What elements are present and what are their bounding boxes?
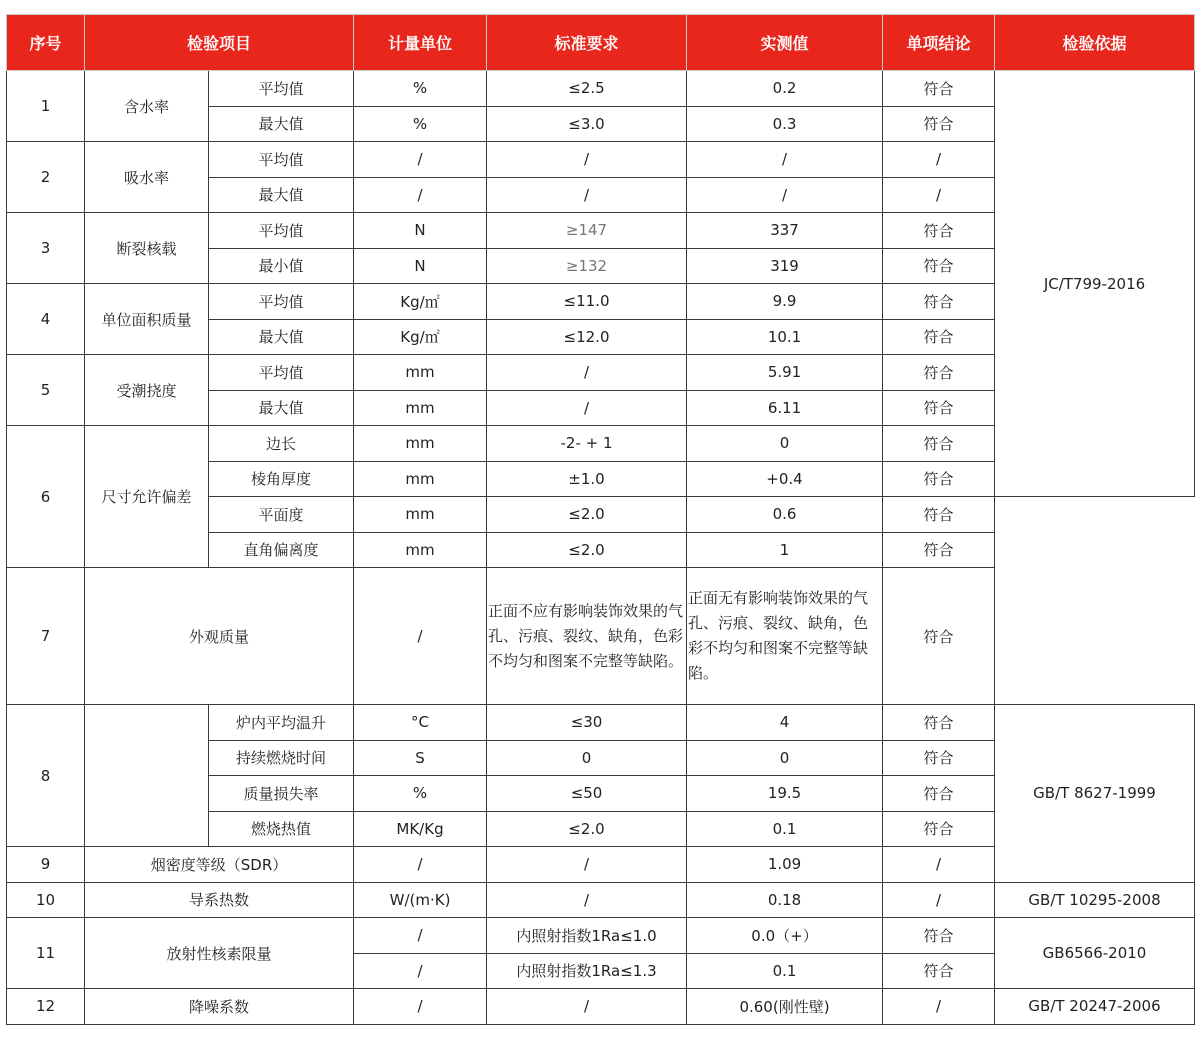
sub-item: 最大值 bbox=[209, 106, 354, 142]
unit-cell: / bbox=[354, 142, 487, 178]
standard-cell: 内照射指数1Ra≤1.3 bbox=[487, 953, 687, 989]
result-cell: 符合 bbox=[883, 740, 995, 776]
sub-item: 直角偏离度 bbox=[209, 532, 354, 568]
result-cell: 符合 bbox=[883, 532, 995, 568]
unit-cell: mm bbox=[354, 426, 487, 462]
result-cell: 符合 bbox=[883, 811, 995, 847]
unit-cell: S bbox=[354, 740, 487, 776]
result-cell: / bbox=[883, 847, 995, 883]
inspection-table bbox=[6, 14, 1195, 1025]
row-number: 1 bbox=[7, 71, 85, 142]
item-name: 单位面积质量 bbox=[85, 284, 209, 355]
sub-item: 平均值 bbox=[209, 355, 354, 391]
standard-cell: / bbox=[487, 355, 687, 391]
standard-cell: ≥132 bbox=[487, 248, 687, 284]
standard-cell: 内照射指数1Ra≤1.0 bbox=[487, 918, 687, 954]
unit-cell: mm bbox=[354, 390, 487, 426]
sub-item: 炉内平均温升 bbox=[209, 705, 354, 741]
measured-cell: 正面无有影响装饰效果的气孔、污痕、裂纹、缺角，色彩不均匀和图案不完整等缺陷。 bbox=[687, 568, 883, 705]
sub-item: 平均值 bbox=[209, 284, 354, 320]
item-name: 吸水率 bbox=[85, 142, 209, 213]
result-cell: / bbox=[883, 989, 995, 1025]
standard-cell: -2- + 1 bbox=[487, 426, 687, 462]
row-number: 4 bbox=[7, 284, 85, 355]
standard-cell: / bbox=[487, 989, 687, 1025]
table-row bbox=[7, 568, 1195, 705]
sub-item: 平均值 bbox=[209, 71, 354, 107]
standard-cell: ≤2.0 bbox=[487, 811, 687, 847]
sub-item: 最大值 bbox=[209, 177, 354, 213]
unit-cell: / bbox=[354, 989, 487, 1025]
measured-cell: 0.2 bbox=[687, 71, 883, 107]
sub-item: 燃烧热值 bbox=[209, 811, 354, 847]
sub-item: 最大值 bbox=[209, 390, 354, 426]
sub-item: 平均值 bbox=[209, 213, 354, 249]
measured-cell: 1.09 bbox=[687, 847, 883, 883]
sub-item: 平均值 bbox=[209, 142, 354, 178]
item-name: 导系热数 bbox=[85, 882, 354, 918]
measured-cell: 0.0（+） bbox=[687, 918, 883, 954]
standard-cell: ≤11.0 bbox=[487, 284, 687, 320]
standard-cell: ≤2.0 bbox=[487, 532, 687, 568]
unit-cell: / bbox=[354, 953, 487, 989]
header-seq: 序号 bbox=[7, 15, 85, 71]
result-cell: 符合 bbox=[883, 284, 995, 320]
unit-cell: N bbox=[354, 213, 487, 249]
measured-cell: 337 bbox=[687, 213, 883, 249]
unit-cell: % bbox=[354, 106, 487, 142]
table-row bbox=[7, 71, 1195, 107]
result-cell: 符合 bbox=[883, 953, 995, 989]
unit-cell: % bbox=[354, 776, 487, 812]
result-cell: 符合 bbox=[883, 71, 995, 107]
row-number: 3 bbox=[7, 213, 85, 284]
basis-cell: GB/T 20247-2006 bbox=[995, 989, 1195, 1025]
item-name: 烟密度等级（SDR） bbox=[85, 847, 354, 883]
unit-cell: N bbox=[354, 248, 487, 284]
sub-item: 持续燃烧时间 bbox=[209, 740, 354, 776]
header-basis: 检验依据 bbox=[995, 15, 1195, 71]
measured-cell: 0.3 bbox=[687, 106, 883, 142]
unit-cell: W/(m·K) bbox=[354, 882, 487, 918]
item-name: 放射性核素限量 bbox=[85, 918, 354, 989]
unit-cell: mm bbox=[354, 355, 487, 391]
standard-cell: ≤2.0 bbox=[487, 497, 687, 533]
standard-cell: / bbox=[487, 390, 687, 426]
standard-cell: 正面不应有影响装饰效果的气孔、污痕、裂纹、缺角，色彩不均匀和图案不完整等缺陷。 bbox=[487, 568, 687, 705]
standard-cell: ≤3.0 bbox=[487, 106, 687, 142]
standard-cell: ±1.0 bbox=[487, 461, 687, 497]
standard-cell: / bbox=[487, 142, 687, 178]
measured-cell: 1 bbox=[687, 532, 883, 568]
measured-cell: 19.5 bbox=[687, 776, 883, 812]
item-name: 断裂核载 bbox=[85, 213, 209, 284]
measured-cell: 319 bbox=[687, 248, 883, 284]
unit-cell: MK/Kg bbox=[354, 811, 487, 847]
unit-cell: / bbox=[354, 847, 487, 883]
standard-cell: / bbox=[487, 847, 687, 883]
unit-cell: % bbox=[354, 71, 487, 107]
standard-cell: / bbox=[487, 882, 687, 918]
item-name: 含水率 bbox=[85, 71, 209, 142]
standard-cell: ≤2.5 bbox=[487, 71, 687, 107]
standard-cell: ≤12.0 bbox=[487, 319, 687, 355]
inspection-report bbox=[6, 14, 1195, 1025]
measured-cell: / bbox=[687, 142, 883, 178]
table-row bbox=[7, 882, 1195, 918]
unit-cell: / bbox=[354, 568, 487, 705]
result-cell: 符合 bbox=[883, 248, 995, 284]
measured-cell: 10.1 bbox=[687, 319, 883, 355]
standard-cell: 0 bbox=[487, 740, 687, 776]
row-number: 10 bbox=[7, 882, 85, 918]
row-number: 5 bbox=[7, 355, 85, 426]
result-cell: / bbox=[883, 882, 995, 918]
measured-cell: 0 bbox=[687, 740, 883, 776]
basis-cell: GB6566-2010 bbox=[995, 918, 1195, 989]
measured-cell: 0 bbox=[687, 426, 883, 462]
result-cell: 符合 bbox=[883, 106, 995, 142]
standard-cell: ≤50 bbox=[487, 776, 687, 812]
standard-cell: ≥147 bbox=[487, 213, 687, 249]
row-number: 2 bbox=[7, 142, 85, 213]
item-name: 受潮挠度 bbox=[85, 355, 209, 426]
row-number: 12 bbox=[7, 989, 85, 1025]
unit-cell: mm bbox=[354, 497, 487, 533]
result-cell: 符合 bbox=[883, 390, 995, 426]
result-cell: 符合 bbox=[883, 705, 995, 741]
measured-cell: 5.91 bbox=[687, 355, 883, 391]
measured-cell: 0.60(刚性壁) bbox=[687, 989, 883, 1025]
measured-cell: / bbox=[687, 177, 883, 213]
measured-cell: 6.11 bbox=[687, 390, 883, 426]
header-item: 检验项目 bbox=[85, 15, 354, 71]
unit-cell: °C bbox=[354, 705, 487, 741]
sub-item: 质量损失率 bbox=[209, 776, 354, 812]
header-measured: 实测值 bbox=[687, 15, 883, 71]
basis-jc-cell: JC/T799-2016 bbox=[995, 71, 1195, 497]
item-name: 尺寸允许偏差 bbox=[85, 426, 209, 568]
result-cell: 符合 bbox=[883, 319, 995, 355]
row-number: 11 bbox=[7, 918, 85, 989]
item-name: 外观质量 bbox=[85, 568, 354, 705]
header-result: 单项结论 bbox=[883, 15, 995, 71]
sub-item: 平面度 bbox=[209, 497, 354, 533]
measured-cell: 0.6 bbox=[687, 497, 883, 533]
table-header-row bbox=[7, 15, 1195, 71]
result-cell: / bbox=[883, 177, 995, 213]
measured-cell: 0.1 bbox=[687, 811, 883, 847]
measured-cell: 0.18 bbox=[687, 882, 883, 918]
table-row bbox=[7, 705, 1195, 741]
header-unit: 计量单位 bbox=[354, 15, 487, 71]
sub-item: 棱角厚度 bbox=[209, 461, 354, 497]
result-cell: 符合 bbox=[883, 776, 995, 812]
row-number: 8 bbox=[7, 705, 85, 847]
result-cell: 符合 bbox=[883, 497, 995, 533]
unit-cell: mm bbox=[354, 461, 487, 497]
row-number: 9 bbox=[7, 847, 85, 883]
result-cell: 符合 bbox=[883, 461, 995, 497]
result-cell: 符合 bbox=[883, 568, 995, 705]
measured-cell: 9.9 bbox=[687, 284, 883, 320]
item-name-empty bbox=[85, 705, 209, 847]
sub-item: 边长 bbox=[209, 426, 354, 462]
row-number: 6 bbox=[7, 426, 85, 568]
item-name: 降噪系数 bbox=[85, 989, 354, 1025]
unit-cell: / bbox=[354, 177, 487, 213]
table-row bbox=[7, 989, 1195, 1025]
result-cell: 符合 bbox=[883, 918, 995, 954]
sub-item: 最小值 bbox=[209, 248, 354, 284]
measured-cell: 4 bbox=[687, 705, 883, 741]
standard-cell: / bbox=[487, 177, 687, 213]
basis-cell: GB/T 10295-2008 bbox=[995, 882, 1195, 918]
row-number: 7 bbox=[7, 568, 85, 705]
unit-cell: Kg/㎡ bbox=[354, 284, 487, 320]
sub-item: 最大值 bbox=[209, 319, 354, 355]
unit-cell: mm bbox=[354, 532, 487, 568]
unit-cell: / bbox=[354, 918, 487, 954]
result-cell: 符合 bbox=[883, 213, 995, 249]
result-cell: 符合 bbox=[883, 355, 995, 391]
standard-cell: ≤30 bbox=[487, 705, 687, 741]
result-cell: 符合 bbox=[883, 426, 995, 462]
header-standard: 标准要求 bbox=[487, 15, 687, 71]
result-cell: / bbox=[883, 142, 995, 178]
basis-gb8627-cell: GB/T 8627-1999 bbox=[995, 705, 1195, 883]
unit-cell: Kg/㎡ bbox=[354, 319, 487, 355]
measured-cell: 0.1 bbox=[687, 953, 883, 989]
measured-cell: +0.4 bbox=[687, 461, 883, 497]
table-row bbox=[7, 918, 1195, 954]
